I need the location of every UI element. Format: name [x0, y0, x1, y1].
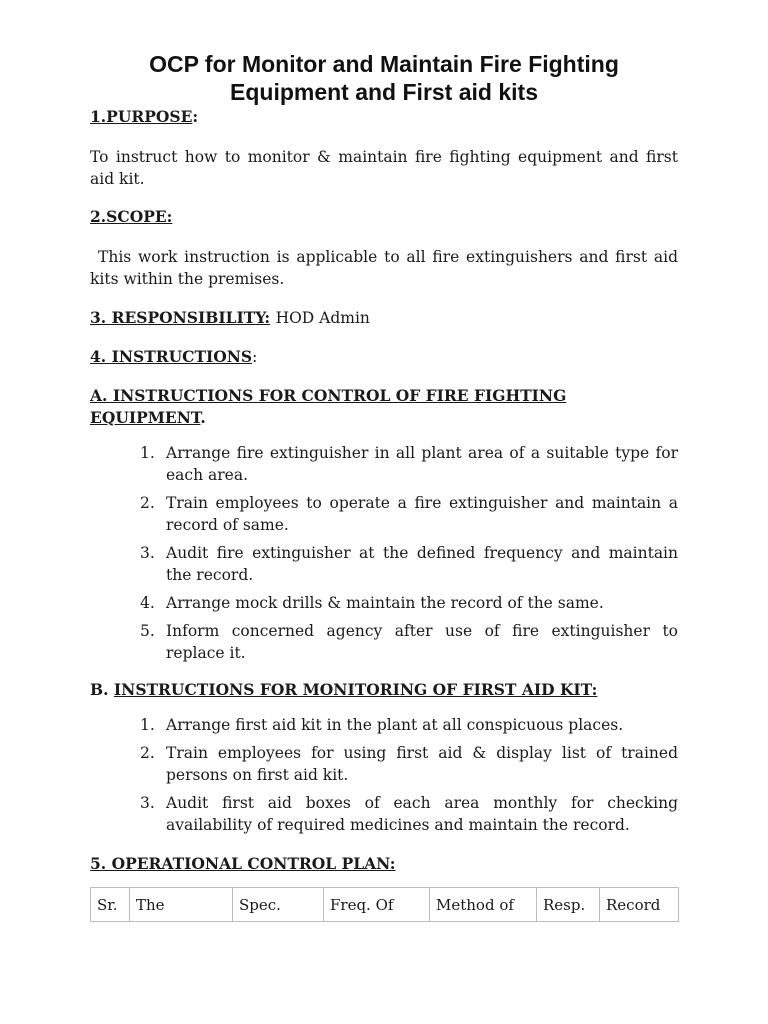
section-a-heading-period: .	[200, 408, 206, 427]
instructions-heading-text: 4. INSTRUCTIONS	[90, 347, 253, 366]
list-item	[130, 492, 678, 536]
column-header-spec: Spec.	[233, 888, 324, 922]
instructions-heading-colon: :	[252, 348, 258, 366]
title-line-1: OCP for Monitor and Maintain Fire Fighting	[149, 51, 619, 77]
section-b-heading-text: INSTRUCTIONS FOR MONITORING OF FIRST AID KIT:	[113, 680, 598, 699]
column-header-resp: Resp.	[537, 888, 600, 922]
section-a-heading-text: A. INSTRUCTIONS FOR CONTROL OF FIRE FIGHTING EQUIPMENT	[90, 386, 567, 427]
section-a-list	[130, 442, 678, 670]
section-b-heading	[90, 679, 690, 701]
list-item	[130, 442, 678, 486]
list-item	[130, 742, 678, 786]
purpose-heading-colon: :	[192, 107, 199, 126]
scope-heading: 2.SCOPE:	[90, 207, 173, 226]
table-header-row	[91, 888, 679, 922]
list-number: 3.	[140, 544, 155, 562]
list-text: Audit first aid boxes of each area monthly for checking availability of required medicines and maintain the record.	[166, 794, 678, 834]
list-number: 5.	[140, 622, 155, 640]
responsibility-value: HOD Admin	[275, 309, 370, 327]
purpose-heading-text: 1.PURPOSE	[90, 107, 193, 126]
ocp-heading: 5. OPERATIONAL CONTROL PLAN:	[90, 854, 396, 873]
list-item	[130, 714, 678, 736]
list-text: Train employees to operate a fire extinguisher and maintain a record of same.	[166, 494, 678, 534]
document-title	[90, 50, 678, 106]
column-header-method: Method of	[430, 888, 537, 922]
list-number: 3.	[140, 794, 155, 812]
list-number: 2.	[140, 744, 155, 762]
instructions-heading	[90, 346, 690, 368]
list-item	[130, 542, 678, 586]
column-header-freq: Freq. Of	[324, 888, 430, 922]
column-header-record: Record	[600, 888, 679, 922]
list-number: 1.	[140, 716, 155, 734]
scope-body: This work instruction is applicable to all fire extinguishers and first aid kits within the premises.	[90, 248, 678, 288]
list-text: Train employees for using first aid & display list of trained persons on first aid kit.	[166, 744, 678, 784]
list-number: 1.	[140, 444, 155, 462]
list-text: Arrange mock drills & maintain the record of the same.	[166, 594, 604, 612]
list-number: 4.	[140, 594, 155, 612]
purpose-body: To instruct how to monitor & maintain fire fighting equipment and first aid kit.	[90, 148, 678, 188]
section-b-list	[130, 714, 678, 842]
section-a-heading	[90, 385, 630, 429]
list-item	[130, 592, 678, 614]
section-b-prefix: B.	[90, 680, 109, 699]
list-item	[130, 620, 678, 664]
list-text: Audit fire extinguisher at the defined frequency and maintain the record.	[166, 544, 678, 584]
responsibility-heading	[90, 307, 690, 329]
purpose-heading	[90, 106, 690, 128]
list-item	[130, 792, 678, 836]
list-text: Arrange fire extinguisher in all plant area of a suitable type for each area.	[166, 444, 678, 484]
title-line-2: Equipment and First aid kits	[230, 79, 538, 105]
column-header-sr: Sr.	[91, 888, 130, 922]
list-text: Inform concerned agency after use of fire extinguisher to replace it.	[166, 622, 678, 662]
column-header-the: The	[130, 888, 233, 922]
responsibility-label: 3. RESPONSIBILITY:	[90, 308, 271, 327]
list-text: Arrange first aid kit in the plant at all conspicuous places.	[166, 716, 624, 734]
ocp-table	[90, 887, 679, 922]
list-number: 2.	[140, 494, 155, 512]
